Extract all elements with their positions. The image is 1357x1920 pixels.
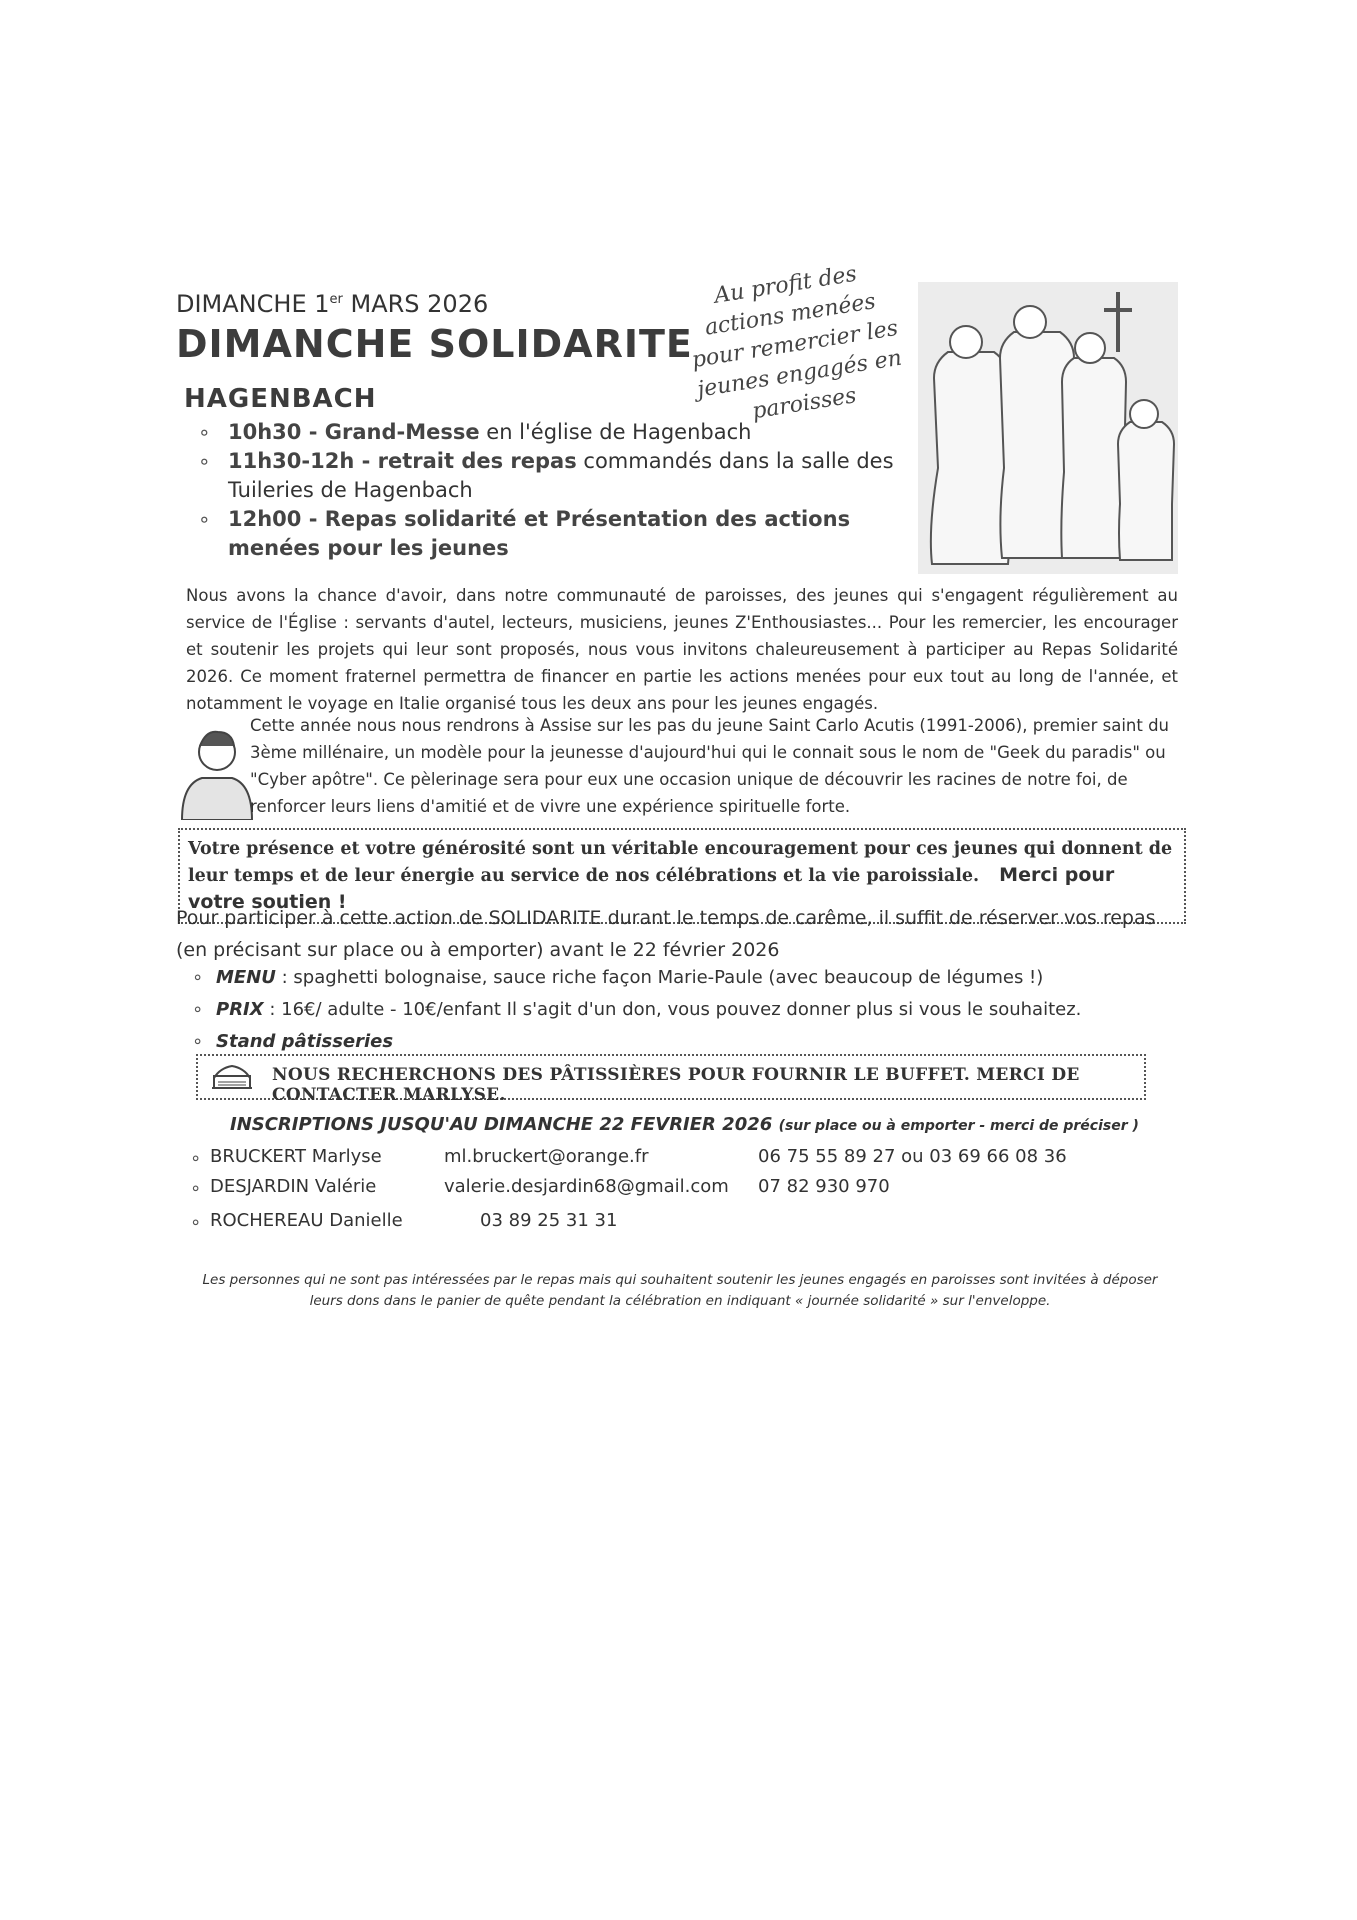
- event-date: [176, 290, 488, 318]
- program-item: [198, 418, 898, 447]
- program-text: en l'église de Hagenbach: [479, 420, 752, 444]
- inscriptions-heading: [230, 1114, 1139, 1135]
- bullet-icon: ∘: [190, 1148, 202, 1169]
- date-superscript: er: [329, 292, 343, 307]
- handwritten-note: Au profit des actions menées pour remercier les jeunes engagés en paroisses: [690, 261, 904, 425]
- program-time: 12h00 - Repas solidarité et Présentation des actions menées pour les jeunes: [228, 507, 851, 560]
- support-message: Votre présence et votre générosité sont un véritable encouragement pour ces jeunes qui donnent de leur temps et de leur énergie au service de nos célébrations et la vie paroissiale.: [188, 839, 1173, 886]
- contact-email[interactable]: valerie.desjardin68@gmail.com: [444, 1176, 729, 1197]
- date-month-year: MARS 2026: [342, 290, 489, 318]
- program-text: commandés dans la salle des Tuileries de Hagenbach: [228, 449, 894, 502]
- inscriptions-note: (sur place ou à emporter - merci de préciser ): [778, 1118, 1139, 1134]
- carlo-acutis-portrait: [176, 722, 258, 820]
- menu-item: [192, 962, 1152, 994]
- program-item: [198, 505, 898, 563]
- contact-row: [190, 1210, 1170, 1240]
- footer-note: Les personnes qui ne sont pas intéressées par le repas mais qui souhaitent soutenir les jeunes engagés en paroisses sont invitées à déposer leurs dons dans le panier de quête pendant la célébration en indiquant « journée solidarité » sur l'enveloppe.: [202, 1272, 1158, 1309]
- detail-label: PRIX: [216, 999, 264, 1020]
- inscriptions-title: INSCRIPTIONS JUSQU'AU DIMANCHE 22 FEVRIER 2026: [230, 1114, 773, 1135]
- program-list: [198, 418, 898, 563]
- contacts-list: [190, 1146, 1170, 1240]
- thanks-text: Merci pour votre soutien !: [188, 864, 1115, 913]
- altar-servers-illustration: [918, 282, 1178, 574]
- program-time: 10h30 - Grand-Messe: [228, 420, 480, 444]
- details-list: [192, 962, 1152, 1058]
- contact-row: [190, 1176, 1170, 1206]
- detail-text: : 16€/ adulte - 10€/enfant Il s'agit d'un don, vous pouvez donner plus si vous le souhaitez.: [263, 999, 1082, 1020]
- program-time: 11h30-12h - retrait des repas: [228, 449, 577, 473]
- intro-paragraph: Nous avons la chance d'avoir, dans notre communauté de paroisses, des jeunes qui s'engagent régulièrement au service de l'Église : servants d'autel, lecteurs, musiciens, jeunes Z'Enthousiastes... Pour les remercier, les encourager et soutenir les projets qui leur sont proposés, nous vous invitons chaleureusement à participer au Repas Solidarité 2026. Ce moment fraternel permettra de financer en partie les actions menées pour eux tout au long de l'année, et notamment le voyage en Italie organisé tous les deux ans pour les jeunes engagés.: [186, 586, 1178, 713]
- participation-intro: Pour participer à cette action de SOLIDARITE durant le temps de carême, il suffit de réserver vos repas (en précisant sur place ou à emporter) avant le 22 février 2026: [176, 907, 1156, 961]
- detail-text: : spaghetti bolognaise, sauce riche façon Marie-Paule (avec beaucoup de légumes !): [275, 967, 1044, 988]
- date-day: DIMANCHE 1: [176, 290, 330, 318]
- pastry-notice-box: [196, 1054, 1146, 1105]
- contact-email[interactable]: ml.bruckert@orange.fr: [444, 1146, 649, 1167]
- bullet-icon: ∘: [190, 1178, 202, 1199]
- contact-phone[interactable]: 03 89 25 31 31: [480, 1210, 618, 1231]
- detail-label: Stand pâtisseries: [216, 1031, 394, 1052]
- cake-icon: [208, 1060, 256, 1092]
- page-title: DIMANCHE SOLIDARITE: [176, 322, 693, 366]
- bullet-icon: ∘: [190, 1212, 202, 1233]
- contact-name: ROCHEREAU Danielle: [210, 1210, 403, 1231]
- contact-phone[interactable]: 06 75 55 89 27 ou 03 69 66 08 36: [758, 1146, 1067, 1167]
- contact-name: DESJARDIN Valérie: [210, 1176, 377, 1197]
- contact-name: BRUCKERT Marlyse: [210, 1146, 382, 1167]
- event-place: HAGENBACH: [184, 384, 377, 414]
- price-item: [192, 994, 1152, 1026]
- contact-row: [190, 1146, 1170, 1176]
- program-item: [198, 447, 898, 505]
- detail-label: MENU: [216, 967, 276, 988]
- contact-phone[interactable]: 07 82 930 970: [758, 1176, 890, 1197]
- pastry-notice-text: NOUS RECHERCHONS DES PÂTISSIÈRES POUR FOURNIR LE BUFFET. MERCI DE CONTACTER MARLYSE.: [272, 1065, 1080, 1105]
- pilgrimage-paragraph: Cette année nous nous rendrons à Assise sur les pas du jeune Saint Carlo Acutis (1991-2006), premier saint du 3ème millénaire, un modèle pour la jeunesse d'aujourd'hui qui le connait sous le nom de "Geek du paradis" ou "Cyber apôtre". Ce pèlerinage sera pour eux une occasion unique de découvrir les racines de notre foi, de renforcer leurs liens d'amitié et de vivre une expérience spirituelle forte.: [250, 716, 1170, 816]
